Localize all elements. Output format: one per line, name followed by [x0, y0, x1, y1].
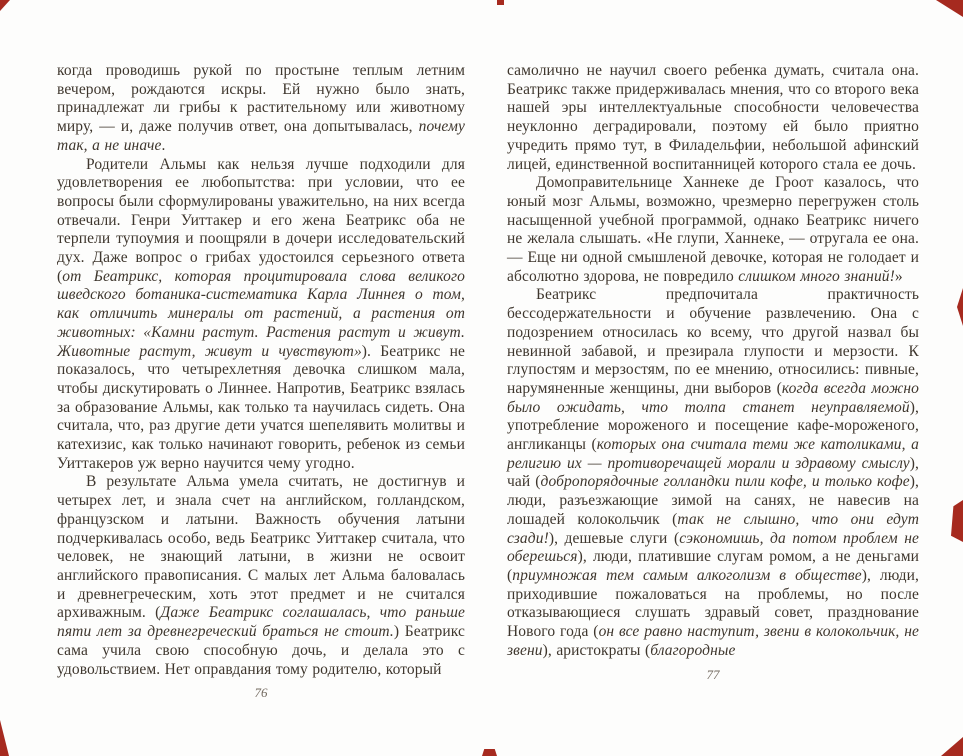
text-run: самолично не научил своего ребенка думать, считала она. Беатрикс также придерживалась мнения, что со второго века нашей эры интеллектуальные способности человечества неуклонно деградировали, поэтому ей было приятно учредить прямо тут, в Филадельфии, небольшой афинский лицей, единственной воспитанницей которого стала ее дочь. — [507, 62, 919, 173]
paragraph — [507, 286, 919, 660]
page-left-number: 76 — [254, 685, 268, 701]
page-right-text — [507, 62, 919, 661]
text-run: Родители Альмы как нельзя лучше подходили для удовлетворения ее любопытства: при условии, что ее вопросы были сформулированы уважительно, на них всегда отвечали. Генри Уиттакер и его жена Беатрикс оба не терпели тупоумия и поощряли в дочери исследовательский дух. Даже вопрос о грибах удостоился серьезного ответа ( — [57, 155, 465, 285]
photo-edge-artifact-bottom-center — [482, 749, 497, 756]
paragraph — [507, 174, 919, 286]
text-run: когда проводишь рукой по простыне теплым летним вечером, рождаются искры. Ей нужно было знать, принадлежат ли грибы к растительному или животному миру, — и, даже получив ответ, она допытывалась, — [57, 62, 465, 136]
text-run: Беатрикс предпочитала практичность бессодержательности и обучение развлечению. Она с подозрением относилась ко всему, что другой назвал бы невинной забавой, и презирала глупости и мерзости. К глупостям и мерзостям, по ее мнению, относились: пивные, нарумяненные женщины, дни выборов ( — [507, 286, 919, 397]
photo-edge-artifact-bottom-right — [941, 737, 963, 756]
photo-edge-artifact-top-center — [497, 0, 504, 5]
photo-edge-artifact-right-upper — [957, 288, 963, 326]
photo-edge-artifact-top-right — [936, 0, 963, 17]
italic-text-run: сэкономишь, да потом проблем не оберешься — [507, 529, 919, 566]
text-run: ), дешевые слуги ( — [548, 529, 680, 547]
italic-text-run: добропорядочные голландки пили кофе, и только кофе — [540, 473, 910, 491]
photo-edge-artifact-bottom-left — [0, 720, 9, 756]
italic-text-run: благородные — [650, 641, 736, 659]
text-run: ), люди, приходившие пожаловаться на проблемы, но после отказывающиеся слушать здравый совет, празднование Нового года ( — [507, 566, 919, 641]
italic-text-run: которых она считала теми же католиками, а религию их — противоречащей морали и здравому смыслу — [507, 436, 920, 472]
italic-text-run: когда всегда можно было ожидать, что толпа станет неуправляемой — [507, 379, 919, 416]
photo-edge-artifact-right-lower — [951, 500, 963, 542]
text-run: ), чай ( — [507, 454, 919, 491]
italic-text-run: он все равно наступит, звени в колокольчик, не звени — [507, 623, 919, 659]
page-right — [507, 62, 919, 683]
italic-text-run: так не слышно, что они едут сзади! — [507, 510, 919, 547]
text-run: ), аристократы ( — [542, 641, 651, 659]
italic-text-run: приумножая тем самым алкоголизм в обществе — [512, 566, 862, 584]
page-left — [57, 62, 465, 701]
text-run: ), люди, платившие слугам ромом, а не деньгами ( — [507, 548, 919, 584]
text-run: ), люди, разъезжающие зимой на санях, не навесив на лошадей колокольчик ( — [507, 473, 919, 528]
italic-text-run: от Беатрикс, которая процитировала слова великого шведского ботаника-систематика Карла Линнея о том, как отличить минералы от растений, а растения от животных: «Камни растут. Растения растут и живут. Животные растут, живут и чувствуют» — [57, 267, 465, 360]
text-run: . — [161, 136, 166, 154]
photo-edge-artifact-top-left — [0, 0, 10, 11]
italic-text-run: Даже Беатрикс соглашалась, что раньше пяти лет за древнегреческий браться не стоит. — [57, 604, 466, 641]
text-run: » — [894, 267, 903, 285]
paragraph — [507, 62, 919, 174]
page-left-text — [57, 62, 465, 679]
text-run: ) Беатрикс сама учила свою способную дочь, и делала это с удовольствием. Нет оправдания тому родителю, который — [57, 623, 465, 678]
italic-text-run: почему так, а не иначе — [57, 118, 465, 154]
text-run: ). Беатрикс не показалось, что четырехлетняя девочка слишком мала, чтобы дискутировать о Линнее. Напротив, Беатрикс взялась за образование Альмы, как только та научилась сидеть. Она считала, что, раз другие дети учатся шепелявить молитвы и катехизис, как только начинают говорить, ребенок из семьи Уиттакеров уж верно научится чему угодно. — [57, 342, 465, 472]
text-run: ), употребление мороженого и посещение кафе-мороженого, англиканцы ( — [507, 398, 919, 454]
page-right-number: 77 — [706, 666, 720, 682]
text-run: Домоправительнице Ханнеке де Гроот казалось, что юный мозг Альмы, возможно, чрезмерно перегружен столь насыщенной учебной программой, однако Беатрикс ничего не желала слышать. «Не глупи, Ханнеке, — отругала ее она. — Еще ни одной смышленой девочке, которая не голодает и абсолютно здорова, не повредило — [507, 174, 919, 285]
paragraph — [57, 62, 465, 156]
paragraph — [57, 473, 465, 679]
text-run: В результате Альма умела считать, не достигнув и четырех лет, и знала счет на английском, голландском, французском и латыни. Важность обучения латыни подчеркивалась особо, ведь Беатрикс Уиттакер считала, что человек, не знающий латыни, в жизни не освоит английского правописания. С малых лет Альма баловалась и древнегреческим, хоть этот предмет и не считался архиважным. ( — [57, 473, 465, 622]
paragraph — [57, 156, 465, 474]
italic-text-run: слишком много знаний! — [738, 267, 895, 285]
